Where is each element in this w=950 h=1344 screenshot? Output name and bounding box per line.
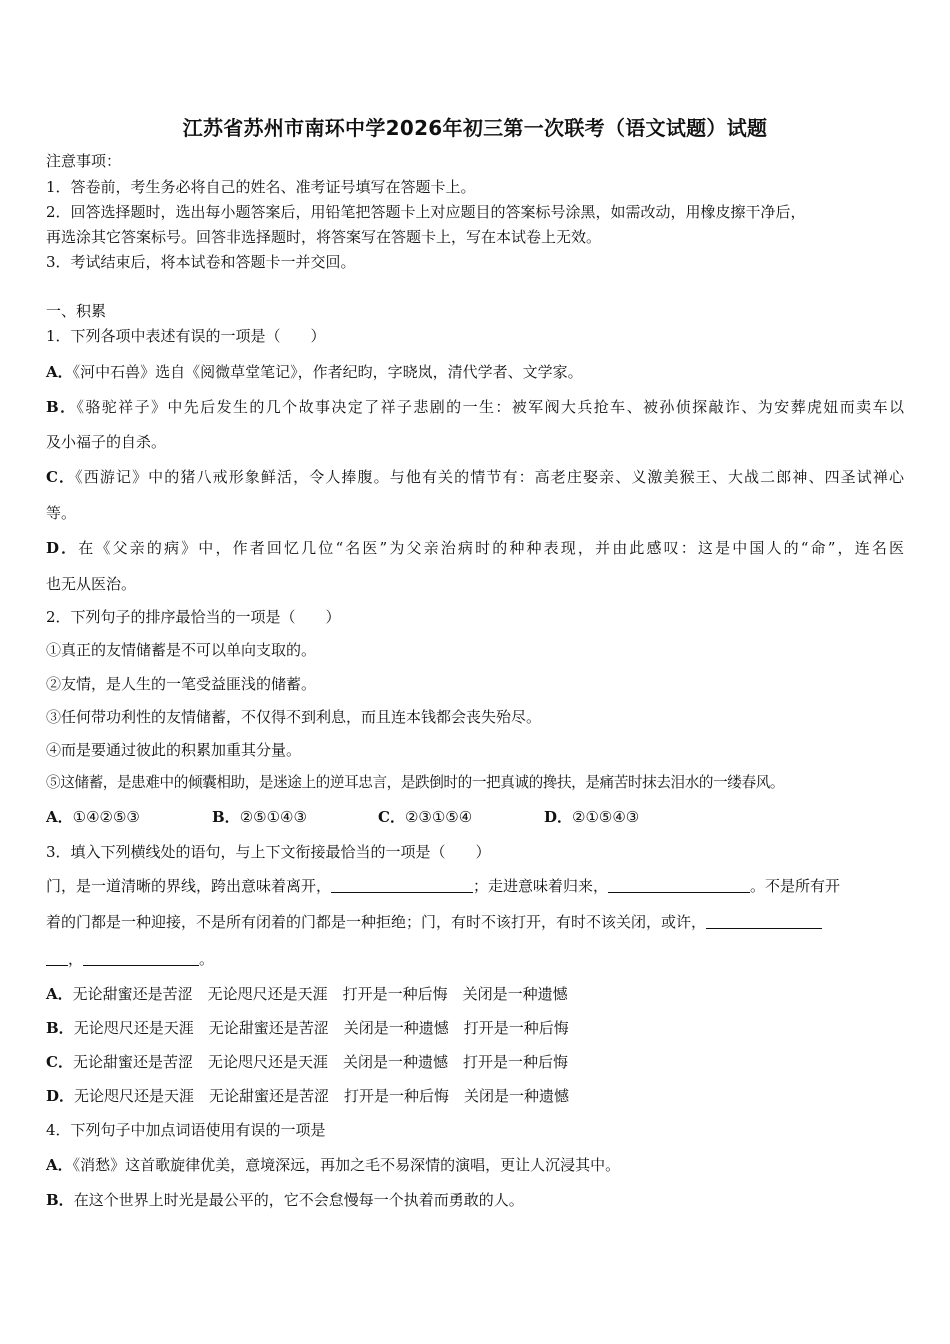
fill-blank-4 <box>83 951 199 966</box>
fill-blank-2 <box>608 878 750 893</box>
section-heading: 一、积累 <box>46 302 107 320</box>
q3-passage-line-2 <box>46 912 822 932</box>
fill-blank-1 <box>331 878 473 893</box>
option-label: A． <box>46 363 73 381</box>
page-title: 江苏省苏州市南环中学2026年初三第一次联考（语文试题）试题 <box>182 116 768 140</box>
q1-option-c-cont: 等。 <box>46 504 77 522</box>
q1-option-c <box>46 467 904 487</box>
q3-passage-line-1 <box>46 876 840 896</box>
option-text: 《西游记》中的猪八戒形象鲜活，令人捧腹。与他有关的情节有：高老庄娶亲、义激美猴王、大战二郎神、四圣试禅心 <box>75 468 904 486</box>
option-text: 在《父亲的病》中，作者回忆几位“名医”为父亲治病时的种种表现，并由此感叹：这是中国人的“命”，连名医 <box>78 539 904 557</box>
option-text: ②⑤①④③ <box>239 808 307 826</box>
option-label: B． <box>46 398 77 416</box>
option-text: 无论咫尺还是天涯 无论甜蜜还是苦涩 关闭是一种遗憾 打开是一种后悔 <box>73 1019 569 1037</box>
q2-sentence-1: ①真正的友情储蓄是不可以单向支取的。 <box>46 641 317 659</box>
q1-option-b-cont: 及小福子的自杀。 <box>46 433 167 451</box>
option-label: A． <box>46 1156 73 1174</box>
q2-option-c <box>378 807 544 827</box>
notice-item-1: 1．答卷前，考生务必将自己的姓名、准考证号填写在答题卡上。 <box>46 178 476 196</box>
option-text: ①④②⑤③ <box>72 808 140 826</box>
q3-option-c <box>46 1052 568 1072</box>
q1-stem: 1．下列各项中表述有误的一项是（ ） <box>46 327 326 345</box>
notice-heading: 注意事项： <box>46 152 122 170</box>
passage-text: 门，是一道清晰的界线，跨出意味着离开， <box>46 877 332 895</box>
option-label: A． <box>46 985 73 1003</box>
q2-sentence-5: ⑤这储蓄，是患难中的倾囊相助，是迷途上的逆耳忠言，是跌倒时的一把真诚的搀扶，是痛苦时抹去泪水的一缕春风。 <box>46 774 785 791</box>
passage-text: ， <box>68 950 84 968</box>
option-label: D． <box>544 808 573 826</box>
option-text: 无论甜蜜还是苦涩 无论咫尺还是天涯 打开是一种后悔 关闭是一种遗憾 <box>72 985 568 1003</box>
option-text: 在这个世界上时光是最公平的，它不会怠慢每一个执着而勇敢的人。 <box>73 1191 524 1209</box>
option-label: B． <box>46 1019 74 1037</box>
q2-sentence-4: ④而是要通过彼此的积累加重其分量。 <box>46 741 302 759</box>
q3-option-a <box>46 984 568 1004</box>
option-label: C． <box>46 1053 73 1071</box>
option-label: B． <box>212 808 240 826</box>
q1-option-a <box>46 362 583 382</box>
q3-passage-line-3 <box>46 949 214 969</box>
q4-option-b <box>46 1190 524 1210</box>
q2-stem: 2．下列句子的排序最恰当的一项是（ ） <box>46 608 341 626</box>
option-label: C． <box>378 808 405 826</box>
option-text: ②③①⑤④ <box>404 808 473 826</box>
q2-options <box>46 807 639 827</box>
q3-stem: 3．填入下列横线处的语句，与上下文衔接最恰当的一项是（ ） <box>46 843 491 861</box>
notice-item-2-cont: 再选涂其它答案标号。回答非选择题时，将答案写在答题卡上，写在本试卷上无效。 <box>46 228 602 246</box>
option-label: C． <box>46 468 76 486</box>
q2-option-b <box>212 807 378 827</box>
notice-item-3: 3．考试结束后，将本试卷和答题卡一并交回。 <box>46 253 356 271</box>
q2-sentence-3: ③任何带功利性的友情储蓄，不仅得不到利息，而且连本钱都会丧失殆尽。 <box>46 708 542 726</box>
fill-blank-3-cont <box>46 951 68 966</box>
q4-option-a <box>46 1155 620 1175</box>
option-label: D． <box>46 1087 75 1105</box>
passage-text: 。不是所有开 <box>750 877 841 895</box>
option-label: B． <box>46 1191 74 1209</box>
option-text: 《河中石兽》选自《阅微草堂笔记》，作者纪昀，字晓岚，清代学者、文学家。 <box>72 363 583 381</box>
passage-text: 着的门都是一种迎接，不是所有闭着的门都是一种拒绝；门，有时不该打开，有时不该关闭，或许， <box>46 913 707 931</box>
option-text: ②①⑤④③ <box>572 808 640 826</box>
q2-option-a <box>46 807 212 827</box>
passage-text: 。 <box>199 950 215 968</box>
option-text: 无论咫尺还是天涯 无论甜蜜还是苦涩 打开是一种后悔 关闭是一种遗憾 <box>74 1087 570 1105</box>
fill-blank-3 <box>706 914 822 929</box>
notice-item-2: 2．回答选择题时，选出每小题答案后，用铅笔把答题卡上对应题目的答案标号涂黑，如需改动，用橡皮擦干净后， <box>46 203 806 221</box>
q1-option-b <box>46 397 904 417</box>
q3-option-b <box>46 1018 569 1038</box>
option-text: 无论甜蜜还是苦涩 无论咫尺还是天涯 关闭是一种遗憾 打开是一种后悔 <box>72 1053 568 1071</box>
q3-option-d <box>46 1086 569 1106</box>
q2-sentence-2: ②友情，是人生的一笔受益匪浅的储蓄。 <box>46 675 317 693</box>
option-text: 《消愁》这首歌旋律优美，意境深远，再加之毛不易深情的演唱，更让人沉浸其中。 <box>72 1156 621 1174</box>
q1-option-d <box>46 538 904 558</box>
passage-text: ；走进意味着归来， <box>473 877 609 895</box>
option-label: A． <box>46 808 73 826</box>
q2-option-d <box>544 807 639 827</box>
option-text: 《骆驼祥子》中先后发生的几个故事决定了祥子悲剧的一生：被军阀大兵抢车、被孙侦探敲诈、为安葬虎妞而卖车以 <box>76 398 904 416</box>
option-label: D． <box>46 539 79 557</box>
q1-option-d-cont: 也无从医治。 <box>46 575 137 593</box>
q4-stem: 4．下列句子中加点词语使用有误的一项是 <box>46 1121 326 1139</box>
